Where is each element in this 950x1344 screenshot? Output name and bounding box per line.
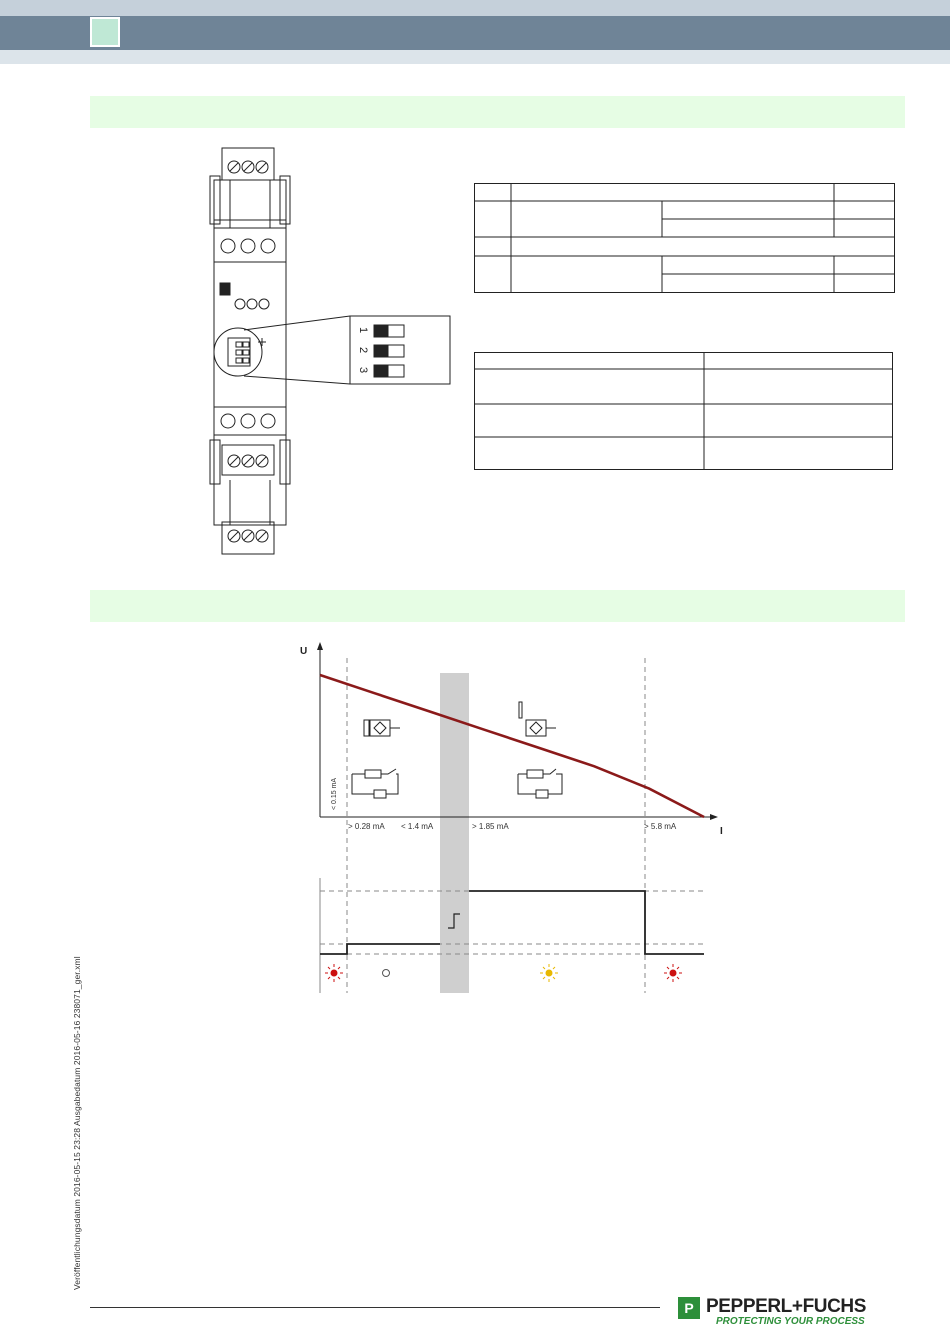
x-axis-arrow — [710, 814, 718, 820]
x-tick-label-1: > 0.28 mA — [348, 822, 385, 831]
dip-switch-label-3: 3 — [357, 367, 369, 374]
led-red-icon-right — [664, 964, 682, 982]
device-drawing — [200, 140, 460, 560]
settings-table — [474, 352, 896, 474]
led-yellow-icon — [540, 964, 558, 982]
dip-switch-label-1: 1 — [357, 327, 369, 334]
logo-tagline: PROTECTING YOUR PROCESS — [716, 1316, 865, 1327]
dip-switch-label-2: 2 — [357, 347, 369, 354]
header-square — [90, 17, 120, 47]
x-tick-label-2: < 1.4 mA — [401, 822, 434, 831]
led-red-icon — [325, 964, 343, 982]
header-bar — [0, 16, 950, 50]
switch-table — [474, 183, 898, 295]
series-line — [320, 675, 704, 817]
x-tick-label-3: > 1.85 mA — [472, 822, 509, 831]
output-step-line — [320, 891, 704, 954]
x-tick-label-4: > 5.8 mA — [644, 822, 677, 831]
y-axis-arrow — [317, 642, 323, 650]
pf-logo-icon: P — [678, 1297, 700, 1319]
sub-strip — [0, 50, 950, 64]
led-off-icon — [383, 970, 390, 977]
side-publication-text: Veröffentlichungsdatum 2016-05-15 23:28 Ausgabedatum 2016-05-16 238071_ger.xml — [72, 956, 82, 1290]
characteristic-chart — [290, 638, 740, 998]
logo-name: PEPPERL+FUCHS — [706, 1296, 867, 1317]
section-bar-1 — [90, 96, 905, 128]
top-strip — [0, 0, 950, 16]
x-axis-label: I — [720, 826, 723, 837]
y-axis-label: U — [300, 646, 308, 657]
y-annotation: < 0.15 mA — [331, 777, 338, 810]
footer-divider — [90, 1307, 660, 1308]
section-bar-2 — [90, 590, 905, 622]
